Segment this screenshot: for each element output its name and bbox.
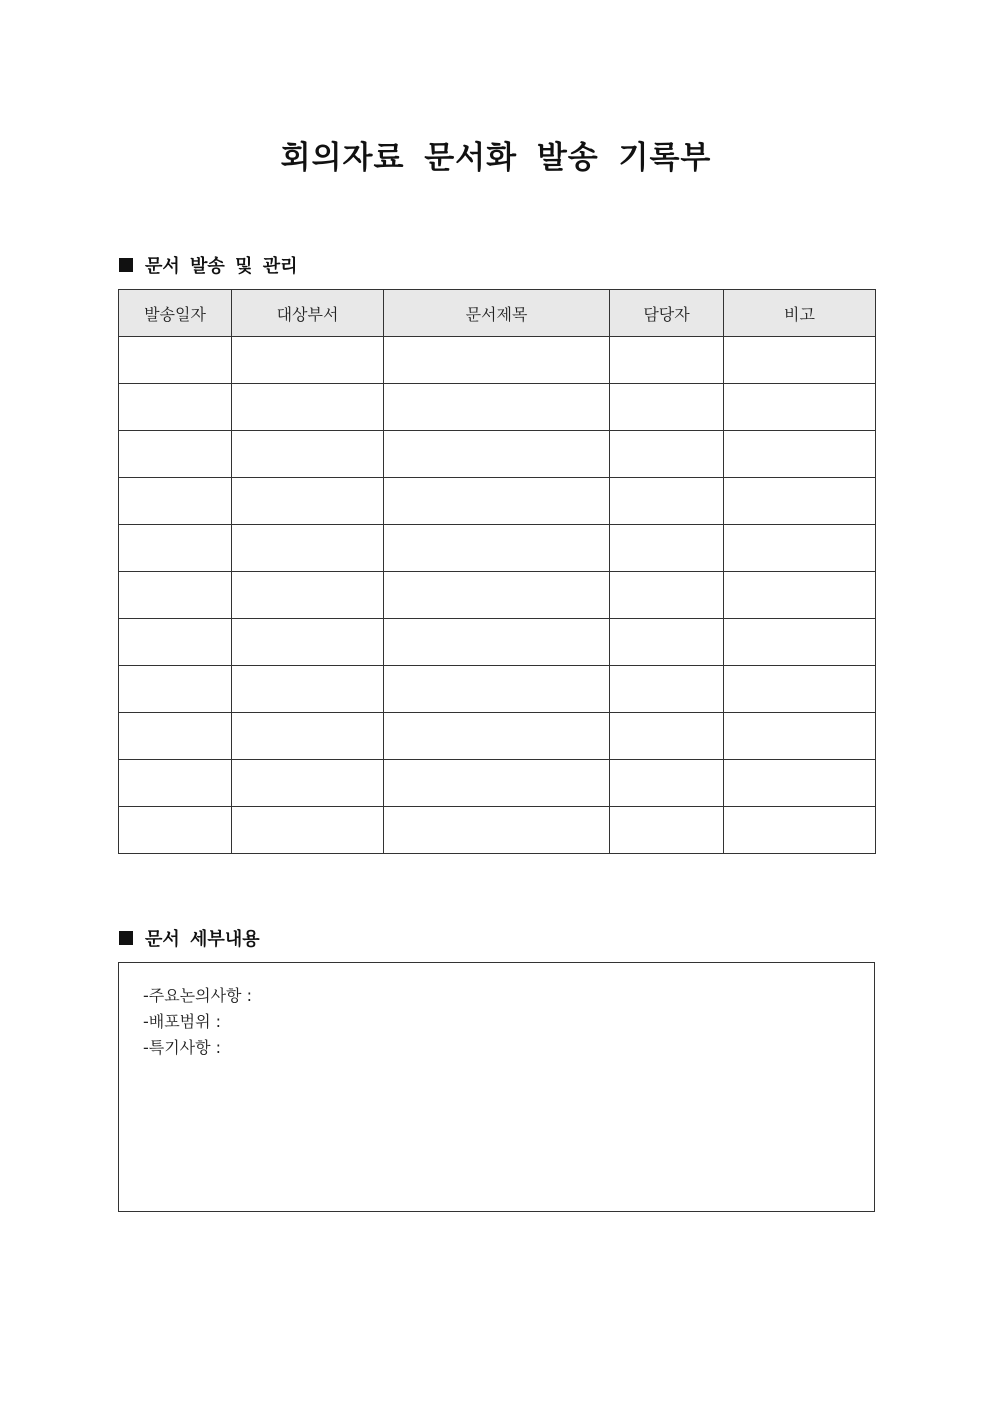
document-details-box[interactable] [118, 962, 875, 1212]
table-cell[interactable] [384, 384, 610, 431]
table-cell[interactable] [232, 431, 384, 478]
table-row [119, 760, 876, 807]
table-cell[interactable] [384, 572, 610, 619]
table-cell[interactable] [232, 478, 384, 525]
table-row [119, 666, 876, 713]
table-cell[interactable] [724, 431, 876, 478]
square-bullet-icon [119, 258, 133, 272]
table-cell[interactable] [384, 478, 610, 525]
table-cell[interactable] [610, 478, 724, 525]
detail-line-distribution: -배포범위 : [143, 1012, 222, 1031]
table-cell[interactable] [119, 478, 232, 525]
table-row [119, 478, 876, 525]
table-row [119, 337, 876, 384]
table-cell[interactable] [384, 337, 610, 384]
table-cell[interactable] [724, 619, 876, 666]
detail-line-special-notes: -특기사항 : [143, 1038, 222, 1057]
table-cell[interactable] [724, 713, 876, 760]
table-cell[interactable] [232, 666, 384, 713]
table-header-row [119, 290, 876, 337]
table-cell[interactable] [610, 807, 724, 854]
table-cell[interactable] [232, 384, 384, 431]
table-cell[interactable] [232, 807, 384, 854]
table-cell[interactable] [610, 384, 724, 431]
dispatch-log-table [118, 289, 876, 854]
table-cell[interactable] [384, 760, 610, 807]
table-row [119, 431, 876, 478]
table-cell[interactable] [724, 337, 876, 384]
table-cell[interactable] [384, 713, 610, 760]
table-cell[interactable] [724, 384, 876, 431]
section-heading-details [119, 925, 260, 951]
table-cell[interactable] [610, 713, 724, 760]
table-cell[interactable] [232, 572, 384, 619]
table-cell[interactable] [724, 807, 876, 854]
table-cell[interactable] [384, 807, 610, 854]
table-cell[interactable] [724, 666, 876, 713]
table-cell[interactable] [384, 666, 610, 713]
table-row [119, 525, 876, 572]
table-cell[interactable] [610, 619, 724, 666]
table-cell[interactable] [119, 384, 232, 431]
table-cell[interactable] [724, 572, 876, 619]
table-cell[interactable] [119, 431, 232, 478]
table-cell[interactable] [384, 525, 610, 572]
table-cell[interactable] [724, 478, 876, 525]
table-cell[interactable] [119, 666, 232, 713]
detail-lines [143, 983, 252, 1061]
table-cell[interactable] [610, 337, 724, 384]
table-cell[interactable] [724, 760, 876, 807]
table-cell[interactable] [610, 760, 724, 807]
table-cell[interactable] [610, 525, 724, 572]
table-cell[interactable] [384, 431, 610, 478]
table-cell[interactable] [232, 337, 384, 384]
table-cell[interactable] [384, 619, 610, 666]
section-heading-dispatch [119, 252, 298, 278]
detail-line-main-topics: -주요논의사항 : [143, 986, 252, 1005]
table-cell[interactable] [119, 619, 232, 666]
table-cell[interactable] [610, 572, 724, 619]
table-cell[interactable] [232, 760, 384, 807]
column-header-manager: 담당자 [610, 290, 724, 337]
table-cell[interactable] [232, 713, 384, 760]
section-heading-label: 문서 발송 및 관리 [145, 256, 298, 277]
table-cell[interactable] [232, 525, 384, 572]
table-cell[interactable] [724, 525, 876, 572]
square-bullet-icon [119, 931, 133, 945]
table-cell[interactable] [119, 572, 232, 619]
table-row [119, 572, 876, 619]
table-cell[interactable] [119, 807, 232, 854]
table-cell[interactable] [610, 666, 724, 713]
table-body [119, 337, 876, 854]
table-row [119, 807, 876, 854]
column-header-doc-title: 문서제목 [384, 290, 610, 337]
section-heading-label: 문서 세부내용 [145, 929, 260, 950]
table-cell[interactable] [232, 619, 384, 666]
table-row [119, 384, 876, 431]
column-header-date: 발송일자 [119, 290, 232, 337]
table-cell[interactable] [119, 337, 232, 384]
column-header-remarks: 비고 [724, 290, 876, 337]
column-header-department: 대상부서 [232, 290, 384, 337]
table-cell[interactable] [119, 760, 232, 807]
table-row [119, 619, 876, 666]
table-cell[interactable] [119, 713, 232, 760]
page-title: 회의자료 문서화 발송 기록부 [280, 140, 712, 176]
table-row [119, 713, 876, 760]
table-cell[interactable] [119, 525, 232, 572]
table-cell[interactable] [610, 431, 724, 478]
